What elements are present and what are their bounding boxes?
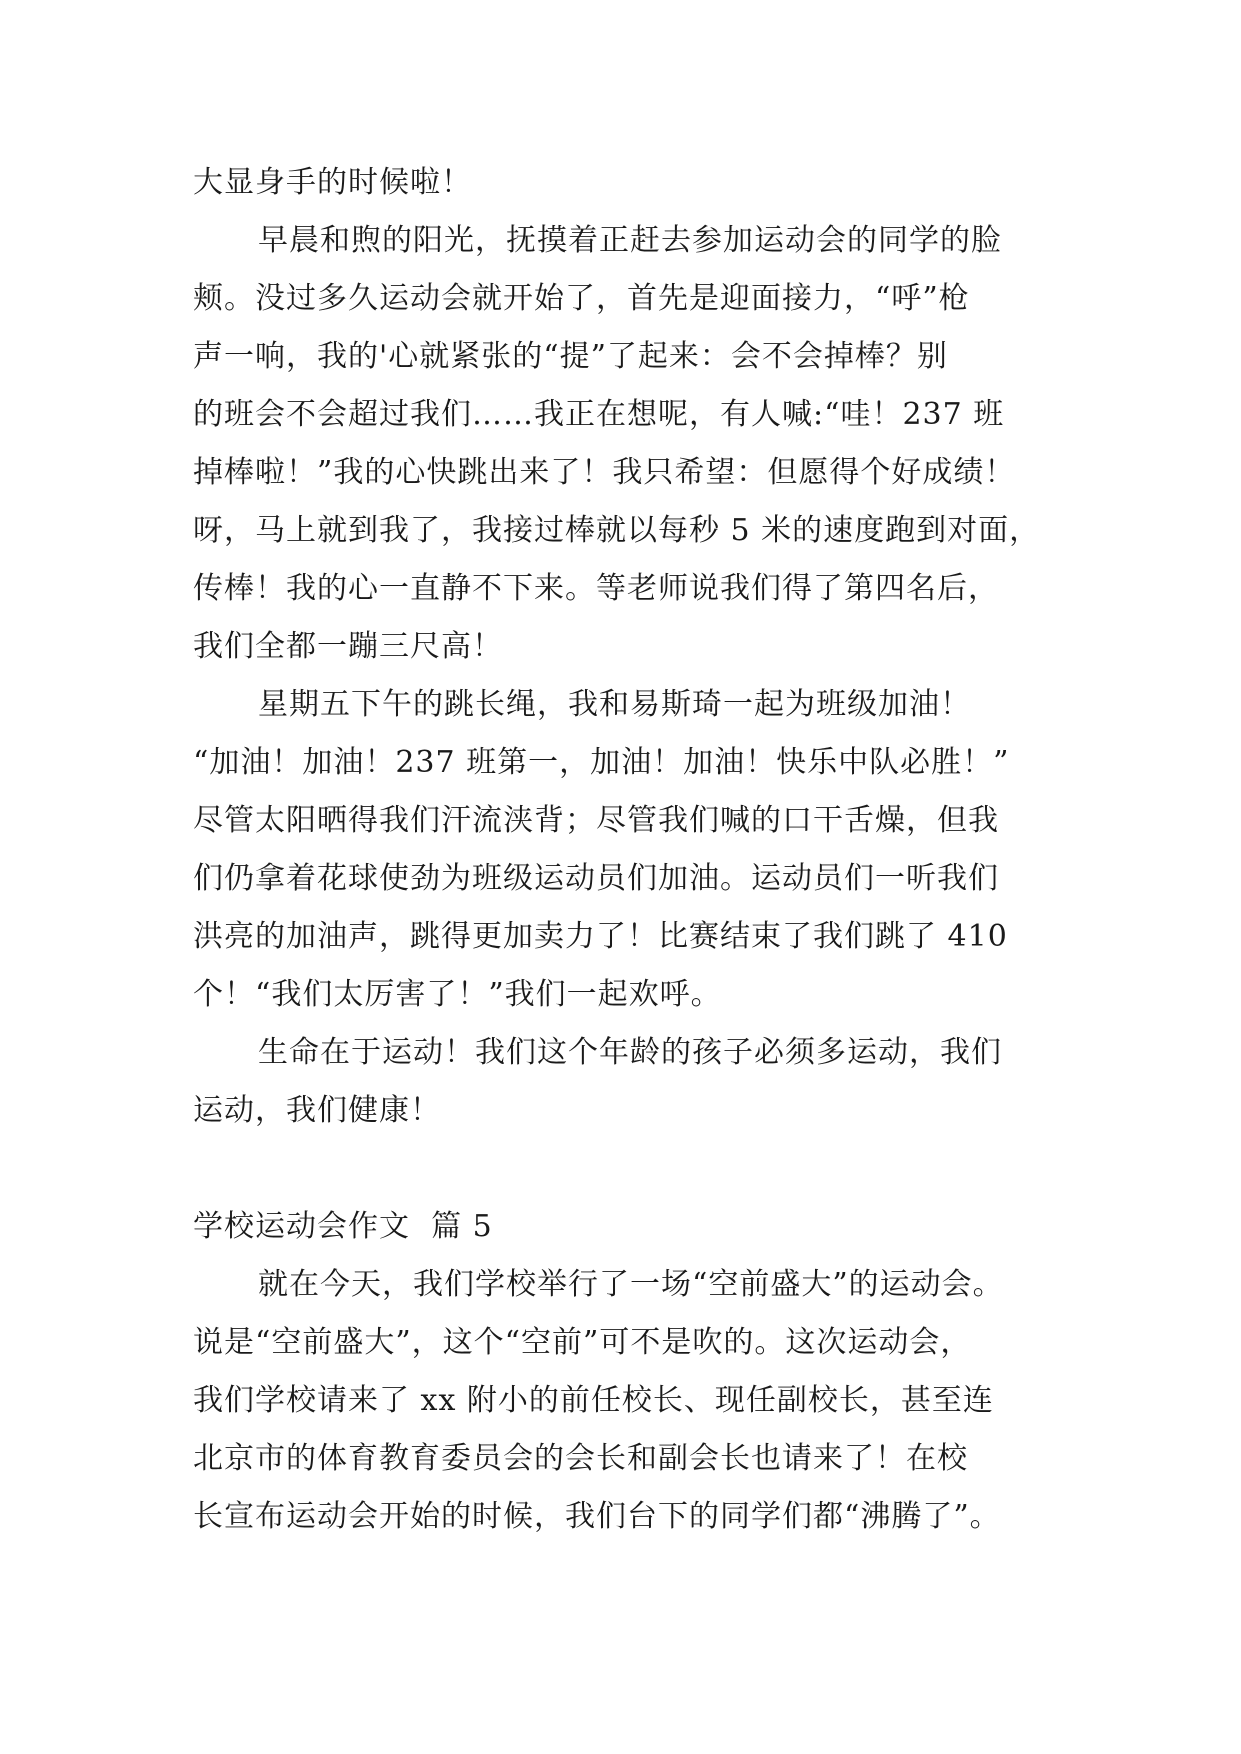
paragraph-1-line-8: 我们全都一蹦三尺高！ <box>193 629 503 664</box>
paragraph-1-line-2: 颊。没过多久运动会就开始了，首先是迎面接力，“呼”枪 <box>193 281 970 316</box>
paragraph-1-line-4: 的班会不会超过我们……我正在想呢，有人喊:“哇！237 班 <box>193 397 1005 432</box>
section-paragraph-line-1: 就在今天，我们学校举行了一场“空前盛大”的运动会。 <box>258 1267 1004 1302</box>
paragraph-1-line-3: 声一响，我的'心就紧张的“提”了起来：会不会掉棒？别 <box>193 339 948 374</box>
section-paragraph-line-4: 北京市的体育教育委员会的会长和副会长也请来了！在校 <box>193 1441 968 1476</box>
paragraph-1-line-7: 传棒！我的心一直静不下来。等老师说我们得了第四名后， <box>193 571 999 606</box>
paragraph-1-line-5: 掉棒啦！”我的心快跳出来了！我只希望：但愿得个好成绩！ <box>193 455 1016 490</box>
paragraph-1-line-1: 早晨和煦的阳光，抚摸着正赶去参加运动会的同学的脸 <box>258 223 1002 258</box>
paragraph-2-line-2: “加油！加油！237 班第一，加油！加油！快乐中队必胜！” <box>193 745 1010 780</box>
paragraph-3-line-1: 生命在于运动！我们这个年龄的孩子必须多运动，我们 <box>258 1035 1002 1070</box>
section-paragraph-line-3: 我们学校请来了 xx 附小的前任校长、现任副校长，甚至连 <box>193 1383 994 1418</box>
section-paragraph-line-2: 说是“空前盛大”，这个“空前”可不是吹的。这次运动会， <box>193 1325 972 1360</box>
paragraph-2-line-4: 们仍拿着花球使劲为班级运动员们加油。运动员们一听我们 <box>193 861 999 896</box>
continuation-line: 大显身手的时候啦！ <box>193 165 472 200</box>
paragraph-1-line-6: 呀，马上就到我了，我接过棒就以每秒 5 米的速度跑到对面， <box>193 513 1041 548</box>
section-heading: 学校运动会作文 篇 5 <box>193 1209 493 1244</box>
paragraph-2-line-5: 洪亮的加油声，跳得更加卖力了！比赛结束了我们跳了 410 <box>193 919 1008 954</box>
paragraph-2-line-6: 个！“我们太厉害了！”我们一起欢呼。 <box>193 977 722 1012</box>
paragraph-2-line-3: 尽管太阳晒得我们汗流浃背；尽管我们喊的口干舌燥，但我 <box>193 803 999 838</box>
paragraph-2-line-1: 星期五下午的跳长绳，我和易斯琦一起为班级加油！ <box>258 687 971 722</box>
section-paragraph-line-5: 长宣布运动会开始的时候，我们台下的同学们都“沸腾了”。 <box>193 1499 1001 1534</box>
paragraph-3-line-2: 运动，我们健康！ <box>193 1093 441 1128</box>
